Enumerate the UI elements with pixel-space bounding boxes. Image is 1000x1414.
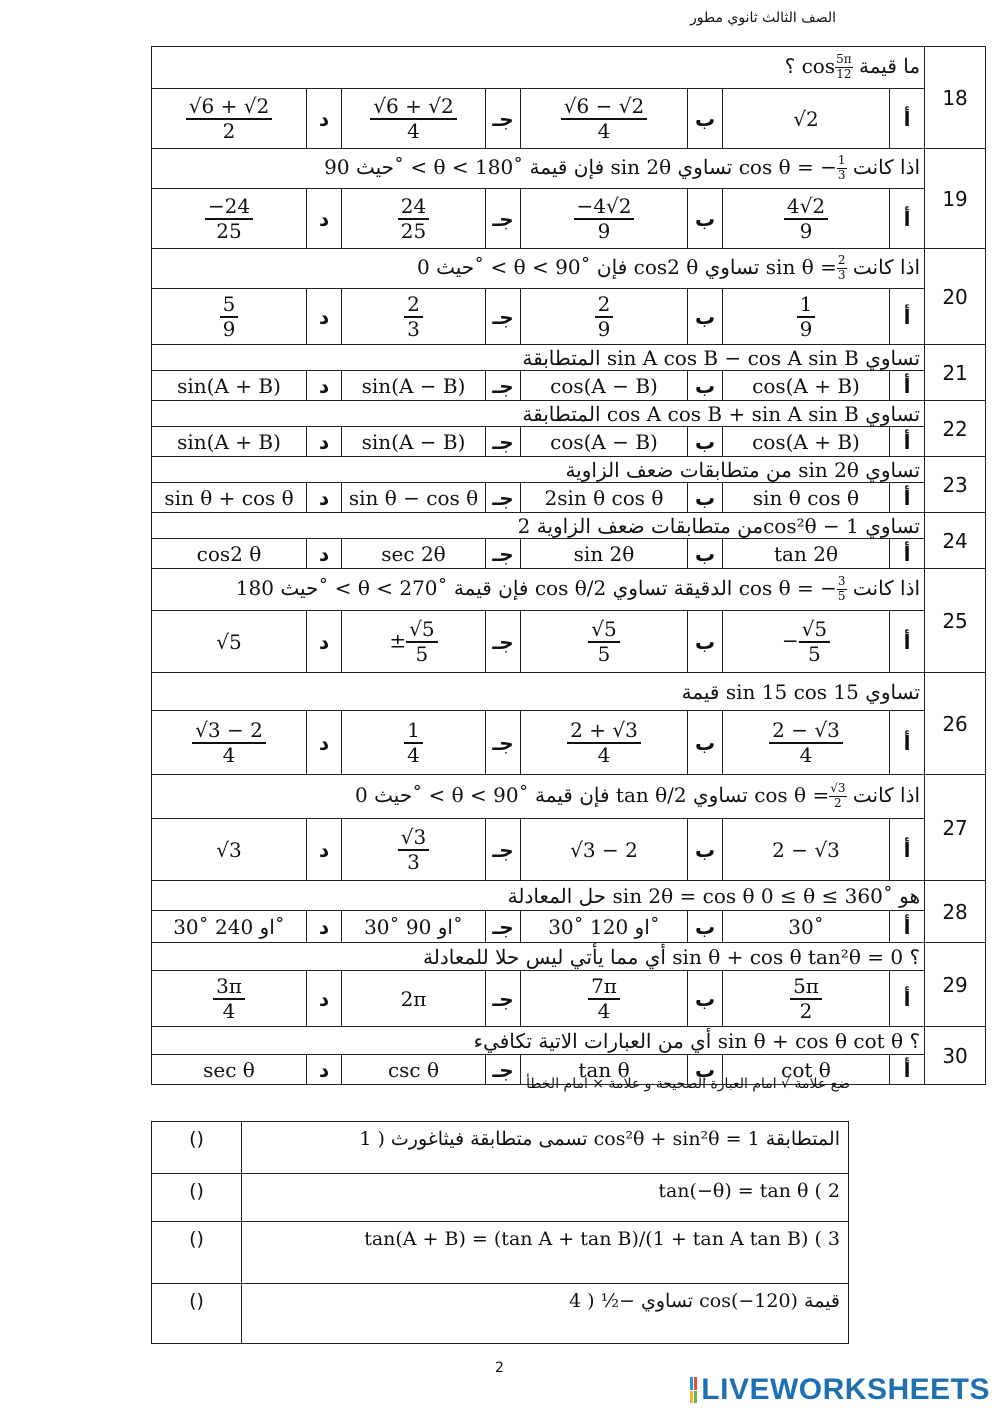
option-letter-b: ب	[688, 819, 723, 881]
fraction-denominator: 3	[837, 268, 846, 282]
option-b[interactable]	[521, 89, 688, 149]
question-number: 25	[925, 569, 986, 673]
liveworksheets-logo	[690, 1374, 990, 1406]
fraction	[588, 975, 620, 1023]
fraction-denominator: 5	[415, 641, 429, 666]
fraction-denominator: 4	[597, 118, 611, 143]
fraction-numerator: 7π	[588, 975, 620, 1000]
question-number: 28	[925, 881, 986, 943]
option-letter-c: جـ	[486, 1055, 521, 1085]
question-row	[152, 457, 986, 483]
fraction-denominator: 4	[407, 118, 420, 143]
question-mid: cos θ = −	[738, 576, 837, 600]
fraction	[829, 782, 846, 811]
fraction-numerator: √3 − 2	[192, 719, 266, 744]
page-number: 2	[495, 1360, 504, 1376]
fraction-numerator: √3	[398, 826, 429, 851]
option-letter-d: د	[307, 711, 342, 775]
statement-number: 1	[359, 1128, 372, 1150]
fraction-denominator: 25	[400, 218, 427, 243]
option-a[interactable]: cos(A + B)	[723, 427, 890, 457]
fraction	[192, 719, 266, 767]
option-d[interactable]	[152, 189, 307, 249]
options-row	[152, 189, 986, 249]
question-row	[152, 513, 986, 539]
option-c[interactable]	[342, 189, 486, 249]
fraction-numerator: 1	[837, 153, 846, 168]
option-letter-d: د	[307, 819, 342, 881]
fraction	[790, 975, 822, 1023]
option-letter-d: د	[307, 611, 342, 673]
option-d[interactable]: 30˚ او 240˚	[152, 911, 307, 943]
question-row	[152, 1027, 986, 1055]
fraction-numerator: 2 + √3	[567, 719, 641, 744]
question-pre: اذا كانت	[852, 576, 921, 600]
question-fn: cos	[801, 54, 836, 78]
option-letter-c: جـ	[486, 483, 521, 513]
option-b[interactable]: sin 2θ	[521, 539, 688, 569]
option-letter-a: أ	[890, 427, 925, 457]
fraction	[595, 293, 614, 341]
option-letter-b: ب	[688, 189, 723, 249]
answer-blank[interactable]: ()	[152, 1284, 242, 1344]
fraction-numerator: 24	[398, 195, 429, 220]
option-c[interactable]: csc θ	[342, 1055, 486, 1085]
statement-text: tan(−θ) = tan θ	[658, 1180, 809, 1202]
true-false-row	[152, 1284, 849, 1344]
statement-text: المتطابقة cos²θ + sin²θ = 1 تسمى متطابقة فيثاغورث	[390, 1128, 840, 1150]
option-letter-d: د	[307, 427, 342, 457]
option-letter-d: د	[307, 371, 342, 401]
question-number: 27	[925, 775, 986, 881]
questions-table	[151, 46, 986, 1085]
option-a[interactable]	[723, 971, 890, 1027]
fraction	[784, 195, 828, 243]
option-letter-b: ب	[688, 1055, 723, 1085]
option-letter-d: د	[307, 539, 342, 569]
option-letter-b: ب	[688, 289, 723, 345]
question-text: حل المعادلة sin 2θ = cos θ 0 ≤ θ ≤ 360˚ هو	[152, 881, 925, 911]
fraction-numerator: 2	[404, 293, 423, 318]
option-d[interactable]	[152, 289, 307, 345]
option-letter-a: أ	[890, 971, 925, 1027]
option-letter-c: جـ	[486, 539, 521, 569]
fraction-denominator: 12	[836, 67, 852, 81]
option-letter-c: جـ	[486, 911, 521, 943]
fraction	[220, 293, 239, 341]
option-a[interactable]	[723, 711, 890, 775]
question-post: حيث 90˚ < θ < 180˚ فإن قيمة sin 2θ تساوي	[324, 155, 733, 179]
fraction-denominator: 5	[837, 589, 846, 603]
question-mid: cos θ = −	[738, 155, 837, 179]
option-letter-a: أ	[890, 89, 925, 149]
fraction-denominator: 4	[799, 742, 813, 767]
question-text	[152, 775, 925, 819]
option-letter-a: أ	[890, 819, 925, 881]
fraction	[837, 154, 847, 183]
question-text	[152, 47, 925, 89]
options-row	[152, 289, 986, 345]
option-letter-b: ب	[688, 89, 723, 149]
statement-number: 4	[569, 1290, 582, 1312]
question-number: 26	[925, 673, 986, 775]
option-letter-c: جـ	[486, 819, 521, 881]
option-b[interactable]	[521, 611, 688, 673]
question-text	[152, 249, 925, 289]
option-c[interactable]	[342, 289, 486, 345]
option-letter-d: د	[307, 289, 342, 345]
fraction	[837, 575, 847, 604]
fraction-denominator: 9	[222, 316, 236, 341]
question-row	[152, 249, 986, 289]
option-d[interactable]: sin(A + B)	[152, 371, 307, 401]
question-text	[152, 149, 925, 189]
fraction-numerator: √3	[830, 781, 846, 796]
options-row	[152, 427, 986, 457]
fraction	[835, 53, 853, 82]
fraction-numerator: 3	[837, 574, 846, 589]
option-letter-c: جـ	[486, 371, 521, 401]
option-d[interactable]: sin(A + B)	[152, 427, 307, 457]
true-false-table	[151, 1121, 849, 1344]
option-b[interactable]	[521, 289, 688, 345]
logo-mark-icon	[690, 1377, 697, 1403]
fraction	[588, 618, 619, 666]
question-post: حيث 0˚ < θ < 90˚ فإن cos2 θ تساوي	[416, 255, 760, 279]
fraction	[213, 975, 245, 1023]
fraction	[769, 719, 843, 767]
fraction	[799, 618, 830, 666]
question-text: من متطابقات ضعف الزاوية sin 2θ تساوي	[152, 457, 925, 483]
question-text: أي مما يأتي ليس حلا للمعادلة sin θ + cos θ tan²θ = 0 ؟	[152, 943, 925, 971]
option-letter-b: ب	[688, 371, 723, 401]
option-c[interactable]: sin(A − B)	[342, 427, 486, 457]
fraction	[574, 195, 635, 243]
option-d[interactable]: sin θ + cos θ	[152, 483, 307, 513]
true-false-row	[152, 1222, 849, 1284]
options-row	[152, 483, 986, 513]
fraction-numerator: √5	[406, 618, 437, 643]
option-letter-a: أ	[890, 371, 925, 401]
option-letter-c: جـ	[486, 289, 521, 345]
question-row	[152, 149, 986, 189]
option-letter-b: ب	[688, 539, 723, 569]
question-post: حيث 180˚ < θ < 270˚ فإن قيمة cos θ/2 الدقيقة تساوي	[235, 576, 733, 600]
answer-blank[interactable]: ()	[152, 1122, 242, 1174]
statement-number: 2	[827, 1180, 840, 1202]
fraction	[398, 195, 429, 243]
fraction-numerator: 5π	[836, 52, 852, 67]
option-a[interactable]: cos(A + B)	[723, 371, 890, 401]
fraction-denominator: 2	[799, 998, 813, 1023]
option-a[interactable]: 2 − √3	[723, 819, 890, 881]
true-false-row	[152, 1122, 849, 1174]
option-a[interactable]	[723, 289, 890, 345]
option-letter-b: ب	[688, 483, 723, 513]
statement: tan(−θ) = tan θ ( 2	[242, 1174, 849, 1222]
option-letter-c: جـ	[486, 971, 521, 1027]
option-letter-b: ب	[688, 911, 723, 943]
question-text: قيمة sin 15 cos 15 تساوي	[152, 673, 925, 711]
question-row	[152, 47, 986, 89]
question-row	[152, 943, 986, 971]
fraction-numerator: −4√2	[574, 195, 635, 220]
fraction-denominator: 4	[222, 998, 236, 1023]
fraction-denominator: 4	[597, 742, 611, 767]
fraction	[186, 95, 272, 143]
statement-number: 3	[827, 1228, 840, 1250]
statement-text: قيمة cos(−120) تساوي −½	[600, 1290, 840, 1312]
question-row	[152, 345, 986, 371]
option-b[interactable]: tan θ	[521, 1055, 688, 1085]
fraction-denominator: 9	[597, 316, 611, 341]
option-c[interactable]: 2π	[342, 971, 486, 1027]
option-letter-c: جـ	[486, 711, 521, 775]
question-row	[152, 881, 986, 911]
question-post: ؟	[784, 54, 796, 78]
option-b[interactable]: cos(A − B)	[521, 371, 688, 401]
statement: المتطابقة cos²θ + sin²θ = 1 تسمى متطابقة فيثاغورث ( 1	[242, 1122, 849, 1174]
grade-header: الصف الثالث ثانوي مطور	[690, 10, 837, 26]
fraction-denominator: 4	[222, 742, 236, 767]
fraction	[205, 195, 253, 243]
question-number: 18	[925, 47, 986, 149]
fraction	[406, 618, 437, 666]
option-d[interactable]: sec θ	[152, 1055, 307, 1085]
fraction	[398, 826, 429, 874]
options-row	[152, 911, 986, 943]
question-text	[152, 569, 925, 611]
option-letter-a: أ	[890, 611, 925, 673]
fraction-numerator: √6 + √2	[370, 95, 456, 120]
option-sign: ±	[389, 628, 407, 652]
fraction	[561, 95, 647, 143]
option-a[interactable]: sin θ cos θ	[723, 483, 890, 513]
logo-text: LIVEWORKSHEETS	[701, 1373, 990, 1406]
fraction-denominator: 9	[597, 218, 611, 243]
question-number: 20	[925, 249, 986, 345]
options-row	[152, 971, 986, 1027]
question-pre: ما قيمة	[859, 54, 921, 78]
fraction-denominator: 3	[837, 168, 846, 182]
option-b[interactable]: 30˚ او 120˚	[521, 911, 688, 943]
question-row	[152, 401, 986, 427]
fraction-denominator: 25	[216, 218, 242, 243]
fraction-numerator: 5π	[790, 975, 822, 1000]
option-c[interactable]	[342, 819, 486, 881]
fraction-numerator: 3π	[213, 975, 245, 1000]
option-letter-b: ب	[688, 711, 723, 775]
question-number: 23	[925, 457, 986, 513]
option-letter-a: أ	[890, 483, 925, 513]
option-letter-a: أ	[890, 189, 925, 249]
option-letter-d: د	[307, 89, 342, 149]
fraction	[797, 293, 816, 341]
true-false-instruction: ضع علامة √ امام العبارة الصحيحة و علامة × امام الخطأ	[526, 1076, 850, 1092]
question-row	[152, 569, 986, 611]
option-letter-d: د	[307, 911, 342, 943]
option-c[interactable]: sec 2θ	[342, 539, 486, 569]
fraction-numerator: 1	[797, 293, 816, 318]
option-letter-d: د	[307, 483, 342, 513]
fraction	[837, 254, 847, 283]
fraction	[404, 293, 423, 341]
options-row	[152, 371, 986, 401]
fraction-numerator: √6 − √2	[561, 95, 647, 120]
fraction-denominator: 3	[407, 316, 420, 341]
answer-blank[interactable]: ()	[152, 1174, 242, 1222]
statement-text: tan(A + B) = (tan A + tan B)/(1 + tan A tan B)	[364, 1228, 809, 1250]
option-letter-a: أ	[890, 289, 925, 345]
question-number: 21	[925, 345, 986, 401]
fraction-numerator: 4√2	[784, 195, 828, 220]
fraction-numerator: √6 + √2	[186, 95, 272, 120]
question-number: 19	[925, 149, 986, 249]
question-row	[152, 673, 986, 711]
option-a[interactable]: tan 2θ	[723, 539, 890, 569]
fraction-numerator: 1	[404, 719, 423, 744]
options-row	[152, 89, 986, 149]
option-c[interactable]: sin(A − B)	[342, 371, 486, 401]
option-letter-d: د	[307, 189, 342, 249]
option-a[interactable]	[723, 189, 890, 249]
fraction-denominator: 4	[407, 742, 420, 767]
option-c[interactable]	[342, 611, 486, 673]
statement: قيمة cos(−120) تساوي −½ ( 4	[242, 1284, 849, 1344]
answer-blank[interactable]: ()	[152, 1222, 242, 1284]
statement: tan(A + B) = (tan A + tan B)/(1 + tan A tan B) ( 3	[242, 1222, 849, 1284]
fraction	[567, 719, 641, 767]
option-d[interactable]	[152, 711, 307, 775]
fraction-denominator: 2	[222, 118, 236, 143]
question-text: من متطابقات ضعف الزاوية 2cos²θ − 1 تساوي	[152, 513, 925, 539]
fraction-denominator: 4	[597, 998, 611, 1023]
option-letter-b: ب	[688, 427, 723, 457]
option-letter-d: د	[307, 971, 342, 1027]
option-letter-c: جـ	[486, 89, 521, 149]
option-c[interactable]: sin θ − cos θ	[342, 483, 486, 513]
option-letter-a: أ	[890, 911, 925, 943]
option-c[interactable]	[342, 89, 486, 149]
fraction	[404, 719, 423, 767]
fraction-numerator: 2	[595, 293, 614, 318]
option-d[interactable]	[152, 971, 307, 1027]
option-b[interactable]: 2sin θ cos θ	[521, 483, 688, 513]
fraction-denominator: 2	[834, 796, 842, 810]
fraction-numerator: −24	[205, 195, 253, 220]
question-text: أي من العبارات الاتية تكافيء sin θ + cos θ cot θ ؟	[152, 1027, 925, 1055]
option-d[interactable]: cos2 θ	[152, 539, 307, 569]
option-letter-d: د	[307, 1055, 342, 1085]
question-pre: اذا كانت	[852, 155, 921, 179]
question-text: المتطابقة sin A cos B − cos A sin B تساوي	[152, 345, 925, 371]
question-number: 29	[925, 943, 986, 1027]
fraction-numerator: 2	[837, 253, 846, 268]
option-b[interactable]: √3 − 2	[521, 819, 688, 881]
fraction-denominator: 5	[597, 641, 611, 666]
option-letter-a: أ	[890, 1055, 925, 1085]
option-b[interactable]: cos(A − B)	[521, 427, 688, 457]
options-row	[152, 611, 986, 673]
fraction-numerator: 5	[220, 293, 239, 318]
option-d[interactable]: √3	[152, 819, 307, 881]
question-mid: cos θ =	[754, 783, 830, 807]
question-number: 24	[925, 513, 986, 569]
option-letter-c: جـ	[486, 189, 521, 249]
options-row	[152, 711, 986, 775]
options-row	[152, 819, 986, 881]
question-pre: اذا كانت	[852, 255, 921, 279]
question-number: 30	[925, 1027, 986, 1085]
question-mid: sin θ =	[765, 255, 837, 279]
option-a[interactable]: cot θ	[723, 1055, 890, 1085]
option-letter-c: جـ	[486, 427, 521, 457]
fraction-denominator: 9	[799, 218, 813, 243]
fraction-numerator: √5	[799, 618, 830, 643]
option-a[interactable]	[723, 611, 890, 673]
fraction-denominator: 9	[799, 316, 813, 341]
option-d[interactable]: √5	[152, 611, 307, 673]
question-text: المتطابقة cos A cos B + sin A sin B تساوي	[152, 401, 925, 427]
question-pre: اذا كانت	[852, 783, 921, 807]
option-d[interactable]	[152, 89, 307, 149]
option-c[interactable]	[342, 711, 486, 775]
fraction	[370, 95, 456, 143]
fraction-numerator: 2 − √3	[769, 719, 843, 744]
option-letter-b: ب	[688, 971, 723, 1027]
fraction-denominator: 5	[808, 641, 821, 666]
question-post: حيث 0˚ < θ < 90˚ فإن قيمة tan θ/2 تساوي	[355, 783, 748, 807]
option-a[interactable]: 30˚	[723, 911, 890, 943]
fraction-denominator: 3	[407, 849, 420, 874]
option-sign: −	[781, 628, 799, 652]
option-b[interactable]	[521, 971, 688, 1027]
option-letter-a: أ	[890, 711, 925, 775]
option-b[interactable]	[521, 711, 688, 775]
option-letter-a: أ	[890, 539, 925, 569]
option-c[interactable]: 30˚ او 90˚	[342, 911, 486, 943]
fraction-numerator: √5	[588, 618, 619, 643]
options-row	[152, 539, 986, 569]
question-row	[152, 775, 986, 819]
option-letter-c: جـ	[486, 611, 521, 673]
option-letter-b: ب	[688, 611, 723, 673]
option-b[interactable]	[521, 189, 688, 249]
true-false-row	[152, 1174, 849, 1222]
question-number: 22	[925, 401, 986, 457]
option-a[interactable]: √2	[723, 89, 890, 149]
